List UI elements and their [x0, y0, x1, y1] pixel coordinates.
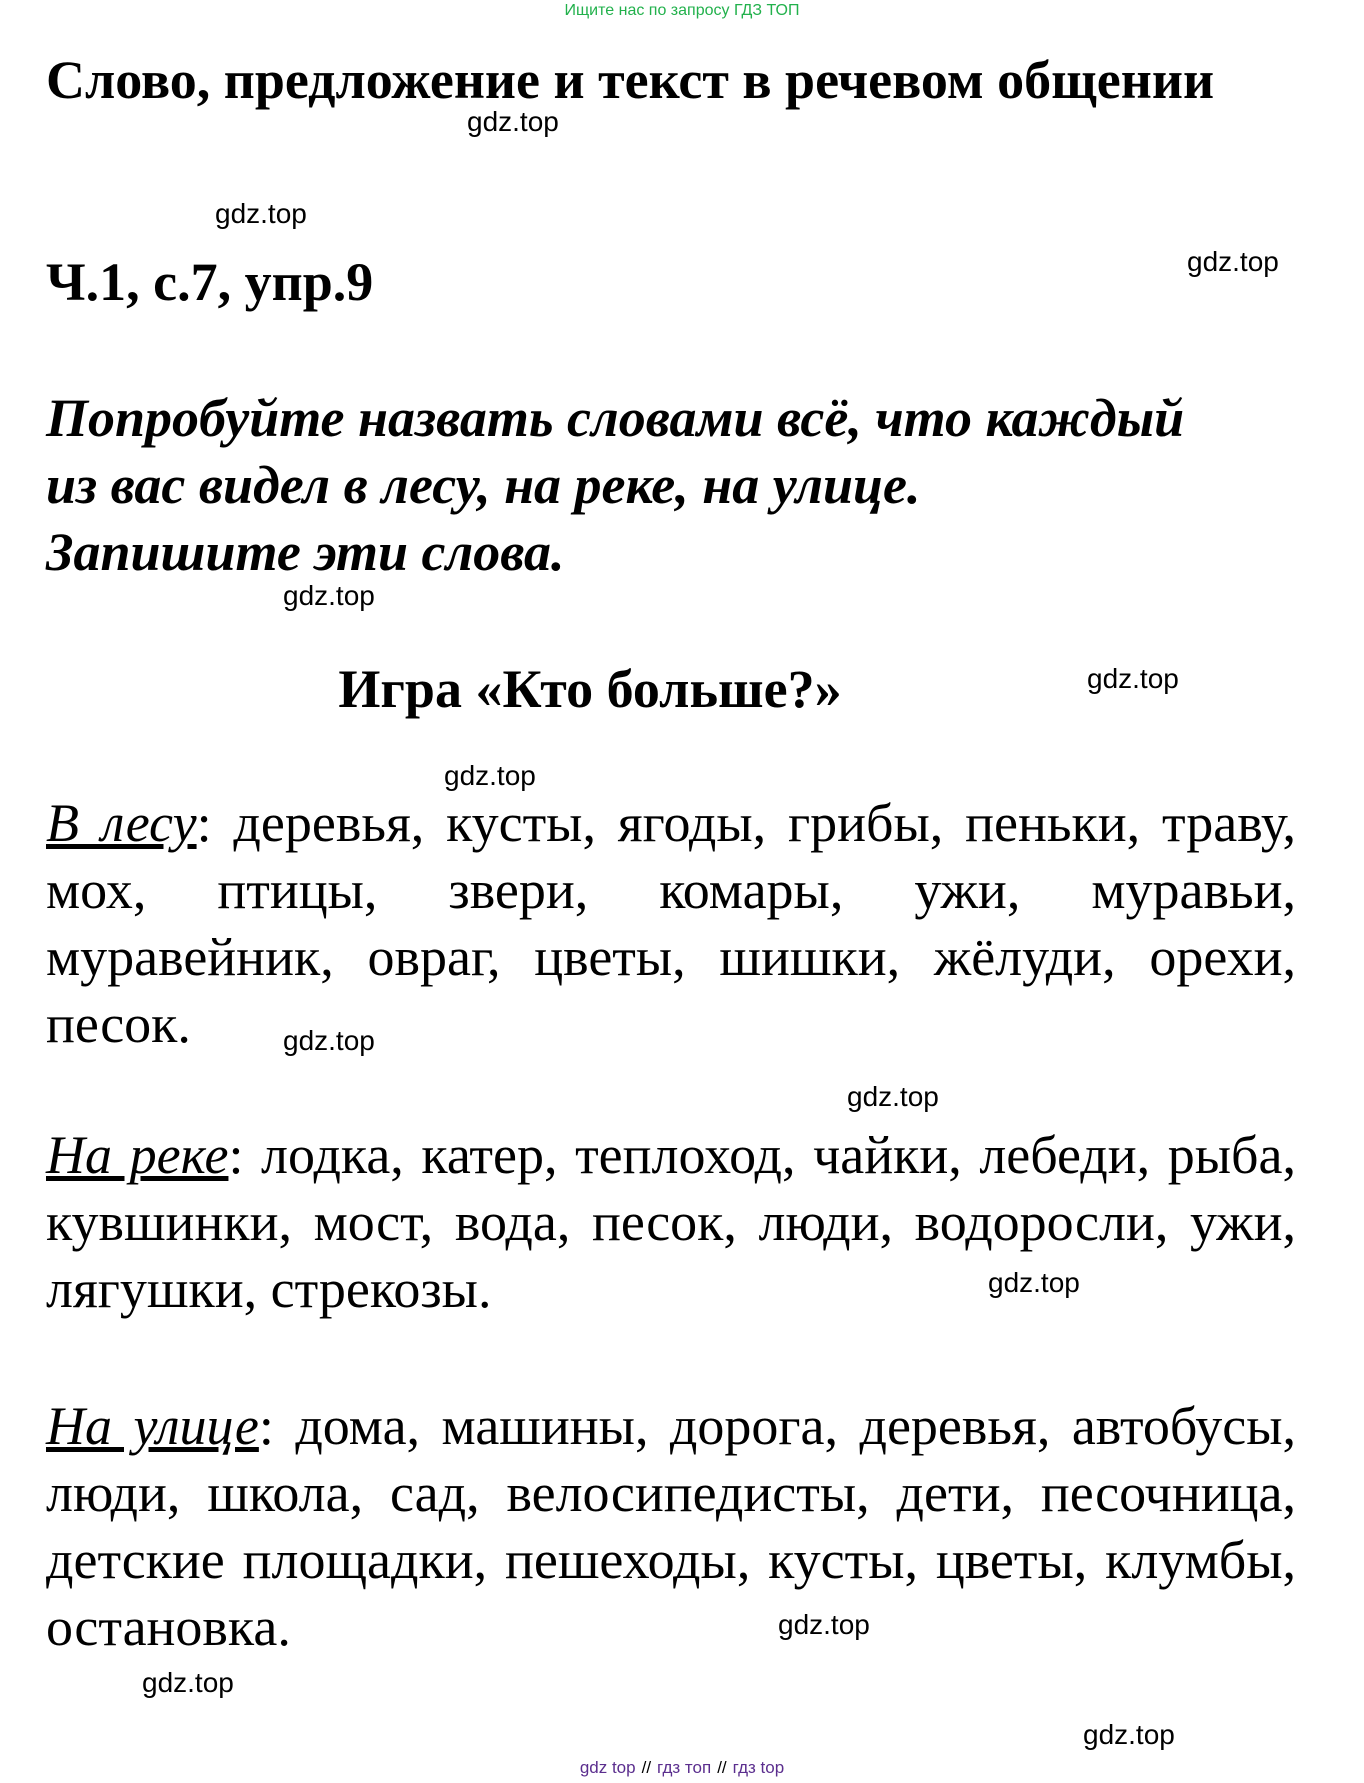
footer-separator: // — [717, 1758, 727, 1777]
watermark: gdz.top — [142, 1667, 234, 1698]
footer-link[interactable]: гдз top — [732, 1758, 785, 1777]
game-title: Игра «Кто больше?» — [338, 659, 842, 719]
task-line: Запишите эти слова. — [46, 522, 565, 582]
answer-forest — [46, 790, 1296, 1058]
task-line: Попробуйте назвать словами всё, что каждый — [46, 388, 1185, 448]
answer-street — [46, 1393, 1296, 1661]
answer-river-text: : лодка, катер, теплоход, чайки, лебеди, рыба, кувшинки, мост, вода, песок, люди, водоросли, ужи, лягушки, стрекозы. — [46, 1125, 1296, 1319]
watermark: gdz.top — [283, 1025, 375, 1056]
watermark: gdz.top — [444, 760, 536, 791]
answer-street-label: На улице — [46, 1396, 259, 1456]
watermark: gdz.top — [283, 580, 375, 611]
watermark: gdz.top — [1087, 663, 1179, 694]
task-text — [46, 385, 1296, 586]
answer-river-label: На реке — [46, 1125, 229, 1185]
watermark: gdz.top — [215, 198, 307, 229]
watermark: gdz.top — [467, 106, 559, 137]
answer-street-text: : дома, машины, дорога, деревья, автобусы, люди, школа, сад, велосипедисты, дети, песочница, детские площадки, пешеходы, кусты, цветы, клумбы, остановка. — [46, 1396, 1297, 1657]
footer-link[interactable]: гдз топ — [657, 1758, 712, 1777]
top-banner: Ищите нас по запросу ГДЗ ТОП — [564, 2, 800, 19]
answer-river — [46, 1122, 1296, 1323]
watermark: gdz.top — [1083, 1719, 1175, 1750]
exercise-reference: Ч.1, с.7, упр.9 — [46, 252, 374, 312]
footer-links — [0, 1757, 1364, 1779]
footer-separator: // — [641, 1758, 652, 1777]
watermark: gdz.top — [988, 1267, 1080, 1298]
watermark: gdz.top — [1187, 246, 1279, 277]
task-line: из вас видел в лесу, на реке, на улице. — [46, 455, 921, 515]
watermark: gdz.top — [778, 1609, 870, 1640]
page-title: Слово, предложение и текст в речевом общении — [46, 50, 1215, 110]
answer-forest-text: : деревья, кусты, ягоды, грибы, пеньки, траву, мох, птицы, звери, комары, ужи, муравьи, муравейник, овраг, цветы, шишки, жёлуди, орехи, песок. — [46, 793, 1297, 1054]
footer-link[interactable]: gdz top — [579, 1758, 636, 1777]
answer-forest-label: В лесу — [46, 793, 197, 853]
watermark: gdz.top — [847, 1081, 939, 1112]
